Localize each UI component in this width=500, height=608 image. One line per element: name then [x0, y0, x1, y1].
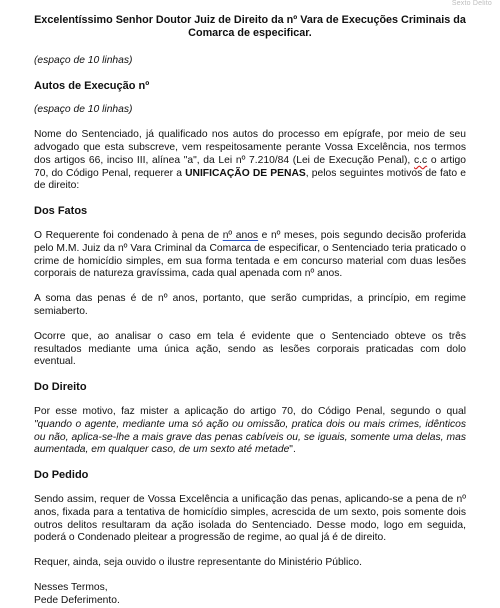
fatos-paragraph-1 — [34, 230, 466, 281]
intro-text: Nome do Sentenciado, já qualificado nos autos do processo em epígrafe, por meio de seu advogado que esta subscreve, vem respeitosamente perante Vossa Excelência, nos termos dos artigos 66, inciso III, alínea "a", da Lei nº 7.210/84 (Lei de Execução Penal), — [34, 129, 466, 166]
intro-text: , pelos seguintes motivos de fato e de direito: — [34, 167, 466, 192]
underlined-placeholder: nº anos — [222, 229, 259, 241]
corner-text: Sexto Delito — [451, 0, 492, 7]
direito-text: Por esse motivo, faz mister a aplicação do artigo 70, do Código Penal, segundo o qual — [34, 405, 466, 417]
intro-bold-text: UNIFICAÇÃO DE PENAS — [185, 167, 306, 179]
spellcheck-word: c.c — [413, 154, 428, 166]
document-title: Excelentíssimo Senhor Doutor Juiz de Direito da nº Vara de Execuções Criminais da Comarca de especificar. — [34, 14, 466, 40]
pedido-paragraph-1: Sendo assim, requer de Vossa Excelência a unificação das penas, aplicando-se a pena de nº anos, fixada para a tentativa de homicídio simples, acrescida de um sexto, pois somente dois outros delitos resultaram da ação isolada do Sentenciado. Desse modo, logo em seguida, poderá o Condenado pleitear a progressão de regime, ao qual já é de direito. — [34, 493, 466, 544]
direito-paragraph — [34, 406, 466, 457]
document-page — [34, 14, 466, 608]
legal-quote: "quando o agente, mediante uma só ação ou omissão, pratica dois ou mais crimes, idênticos ou não, aplica-se-lhe a mais grave das penas cabíveis ou, se iguais, somente uma delas, mas aumentada, em qualquer caso, de um sexto até metade — [34, 418, 466, 456]
fatos-text: e nº meses, pois segundo decisão proferida pelo M.M. Juiz da nº Vara Criminal da Comarca de especificar, o Sentenciado teria praticado o crime de homicídio simples, em sua forma tentada e em concurso material com duas lesões corporais de natureza gravíssima, cada qual apenada com nº anos. — [34, 229, 466, 280]
section-heading-do-pedido: Do Pedido — [34, 469, 89, 482]
intro-text: o artigo 70, do Código Penal, requerer a — [34, 154, 466, 179]
section-heading-do-direito: Do Direito — [34, 381, 87, 394]
fatos-paragraph-3: Ocorre que, ao analisar o caso em tela é evidente que o Sentenciado obteve os três resultados mediante uma única ação, sendo as lesões corporais praticadas com dolo eventual. — [34, 330, 466, 368]
closing-line-1: Nesses Termos, — [34, 581, 108, 593]
direito-text: ". — [289, 444, 296, 456]
section-heading-dos-fatos: Dos Fatos — [34, 205, 88, 218]
closing-line-2: Pede Deferimento. — [34, 594, 120, 606]
intro-paragraph — [34, 129, 466, 193]
fatos-text: O Requerente foi condenado à pena de — [34, 229, 223, 241]
fatos-paragraph-2: A soma das penas é de nº anos, portanto, que serão cumpridas, a princípio, em regime semiaberto. — [34, 293, 466, 317]
pedido-paragraph-2: Requer, ainda, seja ouvido o ilustre representante do Ministério Público. — [34, 557, 362, 569]
autos-heading: Autos de Execução nº — [34, 79, 150, 92]
spacing-note: (espaço de 10 linhas) — [34, 104, 133, 116]
spacing-note: (espaço de 10 linhas) — [34, 54, 133, 66]
